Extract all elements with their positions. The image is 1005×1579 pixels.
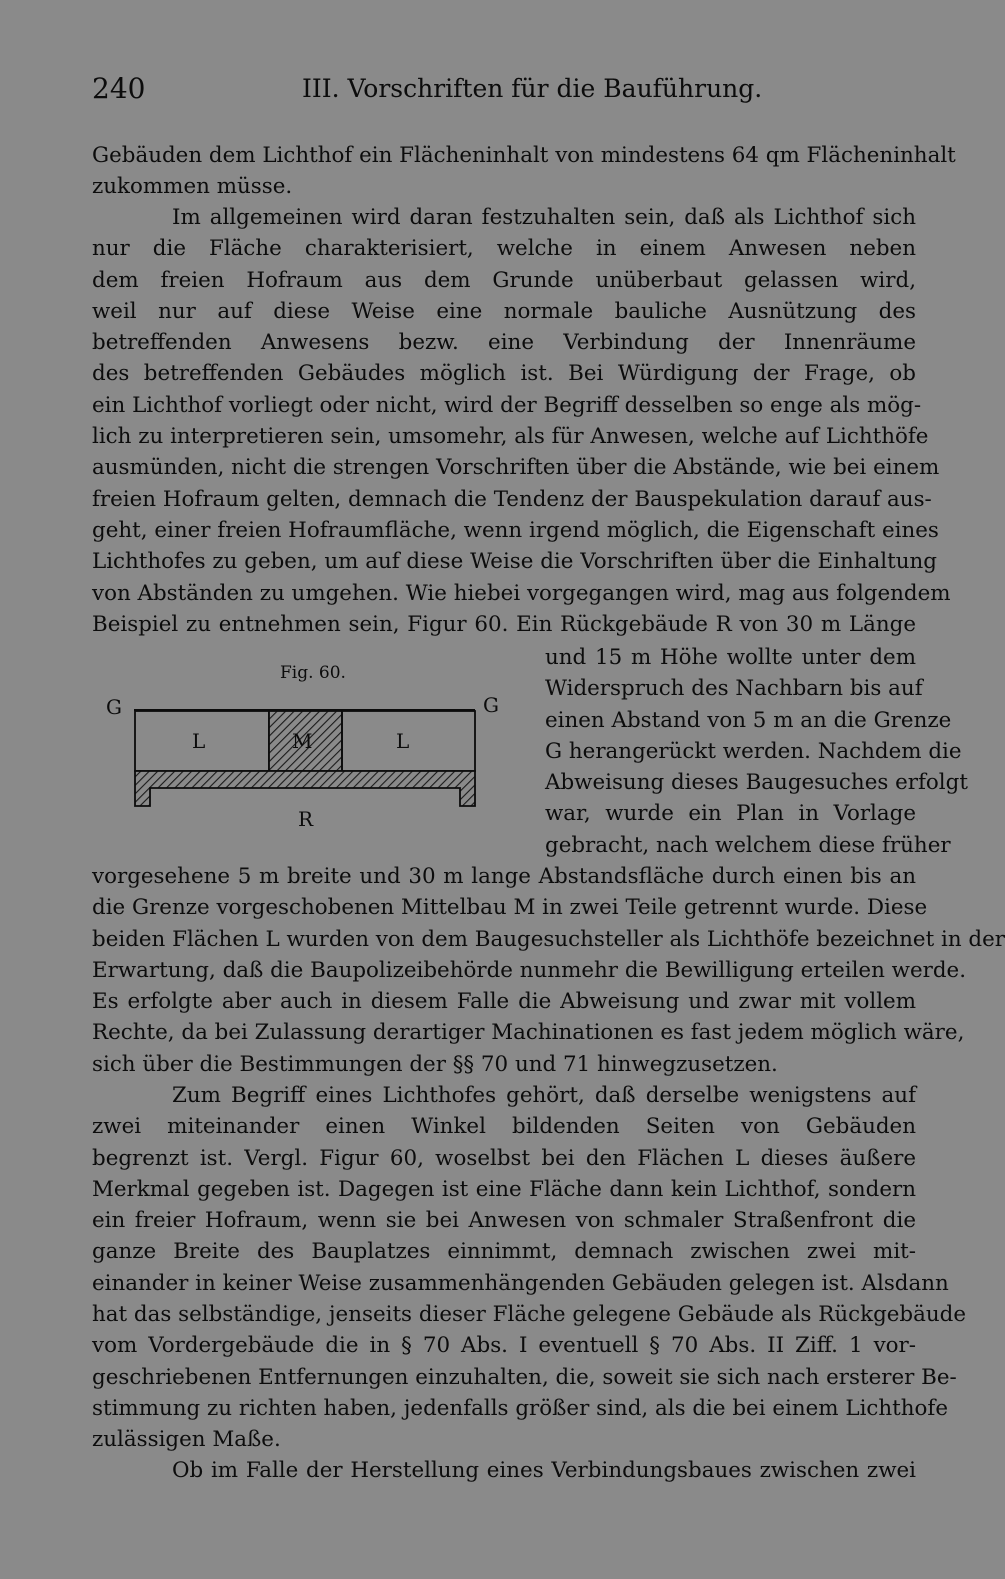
text-line: freien Hofraum gelten, demnach die Tendenz der Bauspekulation darauf aus-: [92, 486, 932, 512]
label-l-left: L: [192, 729, 206, 753]
text-line: begrenzt ist. Vergl. Figur 60, woselbst bei den Flächen L dieses äußere: [92, 1145, 916, 1171]
text-line: Abweisung dieses Baugesuches erfolgt: [545, 770, 968, 796]
running-title: III. Vorschriften für die Bauführung.: [302, 74, 763, 103]
figure-60-drawing: [100, 650, 520, 840]
text-line: Merkmal gegeben ist. Dagegen ist eine Fläche dann kein Lichthof, sondern: [92, 1176, 916, 1202]
paragraph-3-end: [92, 1424, 916, 1455]
building-r: [135, 771, 475, 806]
text-line: war, wurde ein Plan in Vorlage: [545, 801, 916, 827]
label-g-left: G: [106, 695, 122, 719]
text-line: vorgesehene 5 m breite und 30 m lange Abstandsfläche durch einen bis an: [92, 864, 916, 889]
paragraph-4: [92, 1455, 916, 1486]
paragraph-2-continued: [92, 861, 1005, 1049]
text-line: beiden Flächen L wurden von dem Baugesuchsteller als Lichthöfe bezeichnet in der: [92, 926, 1005, 952]
text-line: lich zu interpretieren sein, umsomehr, als für Anwesen, welche auf Lichthöfe: [92, 424, 929, 450]
label-g-right: G: [483, 693, 499, 717]
paragraph-3: [92, 1080, 967, 1424]
text-line: Erwartung, daß die Baupolizeibehörde nunmehr die Bewilligung erteilen werde.: [92, 957, 967, 983]
text-line: gebracht, nach welchem diese früher: [545, 832, 951, 858]
figure-60: [100, 650, 520, 840]
text-line: ganze Breite des Bauplatzes einnimmt, demnach zwischen zwei mit-: [92, 1239, 916, 1265]
text-line: Lichthofes zu geben, um auf diese Weise die Vorschriften über die Einhaltung: [92, 549, 937, 575]
text-line: Gebäuden dem Lichthof ein Flächeninhalt von mindestens 64 qm Flächeninhalt: [92, 143, 956, 168]
text-line: zukommen müsse.: [92, 174, 293, 199]
text-line: Zum Begriff eines Lichthofes gehört, daß derselbe wenigstens auf: [172, 1083, 916, 1108]
paragraph-1: [92, 140, 956, 171]
paragraph-2-wrap: [545, 642, 968, 861]
text-line: von Abständen zu umgehen. Wie hiebei vorgegangen wird, mag aus folgendem: [92, 580, 951, 606]
text-line: ausmünden, nicht die strengen Vorschriften über die Abstände, wie bei einem: [92, 455, 940, 481]
text-line: vom Vordergebäude die in § 70 Abs. I eventuell § 70 Abs. II Ziff. 1 vor-: [92, 1333, 916, 1359]
text-line: nur die Fläche charakterisiert, welche in einem Anwesen neben: [92, 236, 916, 262]
text-line: einander in keiner Weise zusammenhängenden Gebäuden gelegen ist. Alsdann: [92, 1270, 949, 1296]
text-line: ein freier Hofraum, wenn sie bei Anwesen von schmaler Straßenfront die: [92, 1208, 916, 1234]
text-line: sich über die Bestimmungen der §§ 70 und 71 hinwegzusetzen.: [92, 1052, 778, 1077]
paragraph-1-end: [92, 171, 916, 202]
text-line: ein Lichthof vorliegt oder nicht, wird der Begriff desselben so enge als mög-: [92, 392, 922, 418]
text-line: Beispiel zu entnehmen sein, Figur 60. Ein Rückgebäude R von 30 m Länge: [92, 611, 916, 637]
text-line: zulässigen Maße.: [92, 1427, 281, 1452]
label-r: R: [298, 807, 314, 831]
label-l-right: L: [396, 729, 410, 753]
text-line: geschriebenen Entfernungen einzuhalten, die, soweit sie sich nach ersterer Be-: [92, 1364, 957, 1390]
text-line: Ob im Falle der Herstellung eines Verbindungsbaues zwischen zwei: [172, 1458, 916, 1483]
text-line: die Grenze vorgeschobenen Mittelbau M in zwei Teile getrennt wurde. Diese: [92, 895, 928, 921]
text-line: hat das selbständige, jenseits dieser Fläche gelegene Gebäude als Rückgebäude: [92, 1302, 967, 1328]
text-line: Widerspruch des Nachbarn bis auf: [545, 676, 923, 702]
page-number: 240: [92, 72, 146, 105]
text-line: betreffenden Anwesens bezw. eine Verbindung der Innenräume: [92, 330, 916, 356]
text-line: des betreffenden Gebäudes möglich ist. Bei Würdigung der Frage, ob: [92, 361, 916, 387]
text-line: dem freien Hofraum aus dem Grunde unüberbaut gelassen wird,: [92, 267, 916, 293]
label-m: M: [292, 729, 313, 753]
text-line: und 15 m Höhe wollte unter dem: [545, 645, 916, 670]
text-line: Im allgemeinen wird daran festzuhalten sein, daß als Lichthof sich: [172, 205, 916, 230]
text-line: einen Abstand von 5 m an die Grenze: [545, 707, 952, 733]
paragraph-2-end: [92, 1049, 916, 1080]
text-line: zwei miteinander einen Winkel bildenden Seiten von Gebäuden: [92, 1114, 916, 1140]
figure-caption: Fig. 60.: [280, 663, 346, 683]
text-line: G herangerückt werden. Nachdem die: [545, 738, 962, 764]
text-line: Es erfolgte aber auch in diesem Falle die Abweisung und zwar mit vollem: [92, 989, 916, 1015]
text-line: geht, einer freien Hofraumfläche, wenn irgend möglich, die Eigenschaft eines: [92, 517, 939, 543]
text-line: stimmung zu richten haben, jedenfalls größer sind, als die bei einem Lichthofe: [92, 1395, 948, 1421]
text-line: Rechte, da bei Zulassung derartiger Machinationen es fast jedem möglich wäre,: [92, 1020, 965, 1046]
paragraph-2: [92, 202, 951, 640]
page-header: [92, 68, 916, 108]
text-line: weil nur auf diese Weise eine normale bauliche Ausnützung des: [92, 298, 916, 324]
